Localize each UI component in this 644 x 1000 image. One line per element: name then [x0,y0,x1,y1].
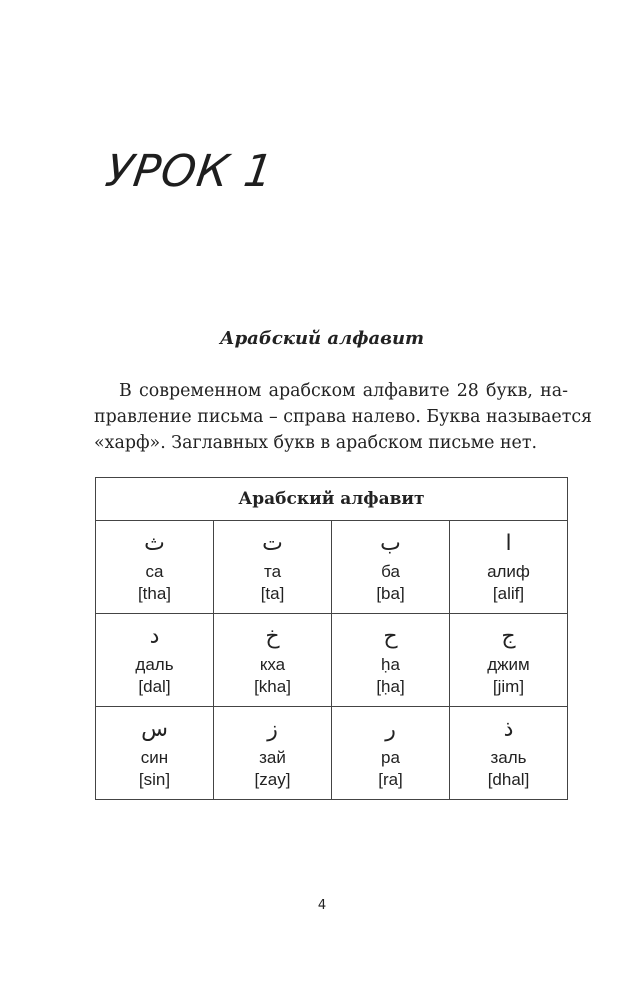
letter-name: ḥа [381,655,400,674]
table-row [96,521,568,614]
arabic-letter: ز [267,717,278,742]
letter-name: зай [259,748,286,767]
arabic-letter: ح [383,624,398,649]
letter-name: даль [135,655,174,674]
letter-cell [450,707,568,800]
arabic-letter: د [149,624,160,649]
paragraph-line: В современном арабском алфавите 28 букв, на- [119,381,568,401]
letter-transliteration: [dhal] [487,770,530,789]
letter-cell [450,614,568,707]
letter-name: син [140,748,169,767]
letter-cell [96,521,214,614]
letter-cell [332,521,450,614]
section-heading: Арабский алфавит [219,328,425,349]
letter-transliteration: [sin] [138,770,171,789]
arabic-letter: ت [262,531,283,556]
letter-name: алиф [487,562,530,581]
letter-cell [332,614,450,707]
letter-cell [214,614,332,707]
paragraph-line: правление письма – справа налево. Буква называется [94,407,593,427]
arabic-letter: ر [385,717,396,742]
intro-paragraph [94,378,593,456]
table-row [96,707,568,800]
letter-name: ба [381,562,400,581]
arabic-letter: ا [505,531,512,556]
letter-cell [214,707,332,800]
letter-transliteration: [ra] [378,770,403,789]
paragraph-line: «харф». Заглавных букв в арабском письме нет. [94,433,537,453]
letter-transliteration: [dal] [138,677,171,696]
letter-transliteration: [jim] [492,677,525,696]
letter-cell [332,707,450,800]
arabic-letter: س [141,717,168,742]
arabic-letter: ج [501,624,516,649]
letter-transliteration: [zay] [254,770,291,789]
letter-transliteration: [kha] [254,677,291,696]
letter-transliteration: [ḥa] [376,677,405,696]
page-number: 4 [317,898,327,913]
letter-cell [96,707,214,800]
arabic-letter: ب [380,531,401,556]
letter-name: та [263,562,282,581]
alphabet-table [95,477,568,800]
letter-name: кха [259,655,286,674]
letter-transliteration: [ba] [376,584,405,603]
letter-cell [214,521,332,614]
letter-name: джим [487,655,530,674]
lesson-title: УРОК 1 [102,146,277,197]
arabic-letter: خ [265,624,280,649]
table-row [96,614,568,707]
letter-cell [96,614,214,707]
letter-cell [450,521,568,614]
letter-name: са [145,562,164,581]
letter-name: ра [381,748,400,767]
letter-transliteration: [ta] [260,584,285,603]
arabic-letter: ث [144,531,165,556]
letter-transliteration: [tha] [137,584,172,603]
arabic-letter: ذ [503,717,514,742]
letter-transliteration: [alif] [492,584,525,603]
letter-name: заль [490,748,527,767]
table-header: Арабский алфавит [96,478,568,521]
